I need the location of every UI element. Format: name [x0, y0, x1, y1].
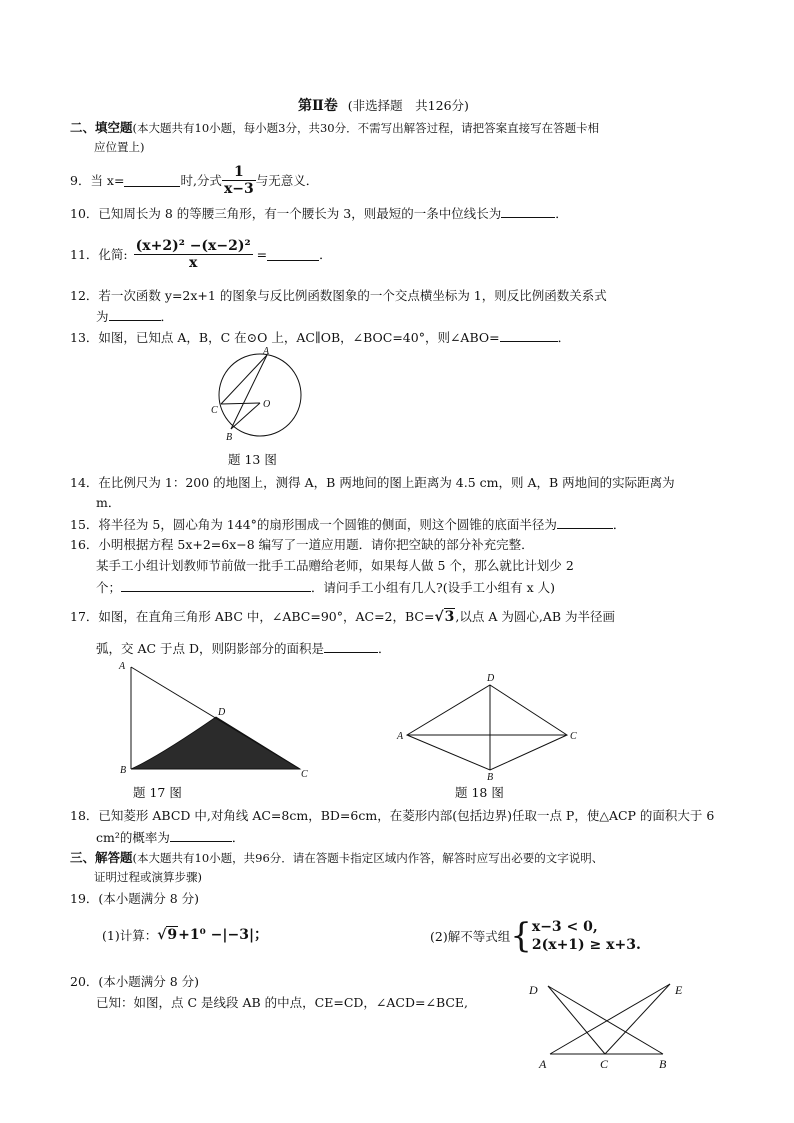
segment-ob — [231, 403, 260, 429]
question-15: 15．将半径为 5，圆心角为 144°的扇形围成一个圆锥的侧面，则这个圆锥的底面半径为 ． — [70, 517, 626, 532]
label-b: B — [226, 432, 233, 443]
rhombus-abcd — [407, 685, 567, 770]
label-a: A — [539, 1057, 547, 1071]
label-b: B — [120, 765, 127, 776]
label-b: B — [487, 772, 494, 782]
question-17-cont: 弧，交 AC 于点 D，则阴影部分的面积是 ． — [96, 641, 391, 656]
section-2-heading: 二、填空题(本大题共有10小题，每小题3分，共30分．不需写出解答过程，请把答案直接写在答题卡相 — [70, 120, 600, 135]
sqrt-expression: √3 — [434, 609, 455, 625]
figure-17 — [110, 657, 315, 782]
left-brace: { — [510, 916, 532, 956]
answer-blank — [324, 640, 378, 653]
label-o: O — [263, 399, 271, 410]
answer-blank — [557, 516, 613, 529]
question-19-part1: (1)计算： √9 +1⁰ −|−3|； — [102, 927, 269, 943]
question-12-cont: 为 ． — [96, 309, 174, 324]
figure-13 — [205, 345, 315, 445]
part-title: 第Ⅱ卷 (非选择题 共126分) — [298, 98, 469, 114]
section-2-desc: 应位置上) — [94, 140, 145, 154]
label-d: D — [529, 983, 538, 997]
segment-co — [221, 403, 260, 404]
figure-18-caption: 题 18 图 — [455, 785, 504, 800]
inequality-system: x−3 < 0, 2(x+1) ≥ x+3. — [531, 919, 641, 953]
segment-cd — [548, 986, 605, 1054]
label-c: C — [211, 405, 218, 416]
answer-blank — [267, 248, 319, 261]
label-a: A — [119, 661, 126, 672]
question-11: 11．化简: $\frac{\text{(x+2)² −(x−2)²}}{x}$ = ． — [70, 237, 332, 271]
label-a: A — [263, 346, 270, 357]
question-19-heading: 19．(本小题满分 8 分) — [70, 891, 200, 906]
figure-13-caption: 题 13 图 — [228, 452, 277, 467]
question-14-cont: m． — [96, 495, 121, 510]
label-e: E — [675, 983, 683, 997]
section-3-desc: 证明过程或演算步骤) — [94, 870, 202, 884]
label-c: C — [301, 769, 308, 780]
answer-blank — [121, 579, 311, 592]
shaded-region — [131, 717, 300, 769]
question-20-heading: 20．(本小题满分 8 分) — [70, 974, 200, 989]
figure-18 — [392, 670, 592, 782]
question-16-line2: 某手工小组计划教师节前做一批手工品赠给老师，如果每人做 5 个，那么就比计划少 2 — [96, 558, 574, 573]
figure-17-caption: 题 17 图 — [133, 785, 182, 800]
question-20-text: 已知：如图，点 C 是线段 AB 的中点，CE=CD，∠ACD=∠BCE, — [96, 995, 469, 1010]
question-19-part2: (2)解不等式组 { x−3 < 0, 2(x+1) ≥ x+3. — [430, 916, 641, 956]
fraction: $\frac{\text{(x+2)² −(x−2)²}}{x}$ — [135, 237, 251, 271]
sqrt-expression: √9 — [157, 927, 178, 943]
question-13: 13．如图，已知点 A，B，C 在⊙O 上，AC∥OB，∠BOC=40°，则∠ABO= ． — [70, 330, 571, 345]
question-16: 16．小明根据方程 5x+2=6x−8 编写了一道应用题．请你把空缺的部分补充完整． — [70, 537, 534, 552]
label-d: D — [487, 673, 495, 684]
label-d: D — [218, 707, 226, 718]
question-17: 17．如图，在直角三角形 ABC 中，∠ABC=90°，AC=2，BC=√3,以点 A 为圆心,AB 为半径画 — [70, 609, 616, 625]
question-12: 12．若一次函数 y=2x+1 的图象与反比例函数图象的一个交点横坐标为 1，则反比例函数关系式 — [70, 288, 607, 303]
question-10: 10．已知周长为 8 的等腰三角形，有一个腰长为 3，则最短的一条中位线长为 ． — [70, 206, 568, 221]
label-c: C — [600, 1057, 609, 1071]
answer-blank — [109, 308, 161, 321]
question-18: 18．已知菱形 ABCD 中,对角线 AC=8cm，BD=6cm，在菱形内部(包括边界)任取一点 P，使△ACP 的面积大于 6 — [70, 808, 715, 823]
figure-20 — [520, 976, 700, 1071]
answer-blank — [500, 329, 558, 342]
segment-ce — [605, 984, 670, 1054]
question-14: 14．在比例尺为 1：200 的地图上，测得 A，B 两地间的图上距离为 4.5 cm，则 A，B 两地间的实际距离为 — [70, 475, 675, 490]
segment-ab — [231, 355, 267, 429]
label-a: A — [397, 731, 404, 742]
segment-bd — [548, 986, 663, 1054]
fraction: $\frac{1}{x-3}$ — [223, 163, 254, 197]
question-9: 9．当 x= 时,分式 $\frac{1}{x-3}$ 与无意义． — [70, 163, 319, 197]
label-c: C — [570, 731, 577, 742]
label-b: B — [659, 1057, 667, 1071]
answer-blank — [501, 205, 555, 218]
circle-o — [219, 354, 301, 436]
segment-ac — [221, 355, 267, 404]
question-16-line3: 个； ．请问手工小组有几人?(设手工小组有 x 人) — [96, 580, 555, 595]
answer-blank — [124, 174, 180, 187]
section-3-heading: 三、解答题(本大题共有10小题，共96分．请在答题卡指定区域内作答，解答时应写出必要的文字说明、 — [70, 850, 604, 865]
question-18-cont: cm²的概率为 ． — [96, 830, 245, 845]
answer-blank — [170, 829, 232, 842]
segment-ae — [550, 984, 670, 1054]
